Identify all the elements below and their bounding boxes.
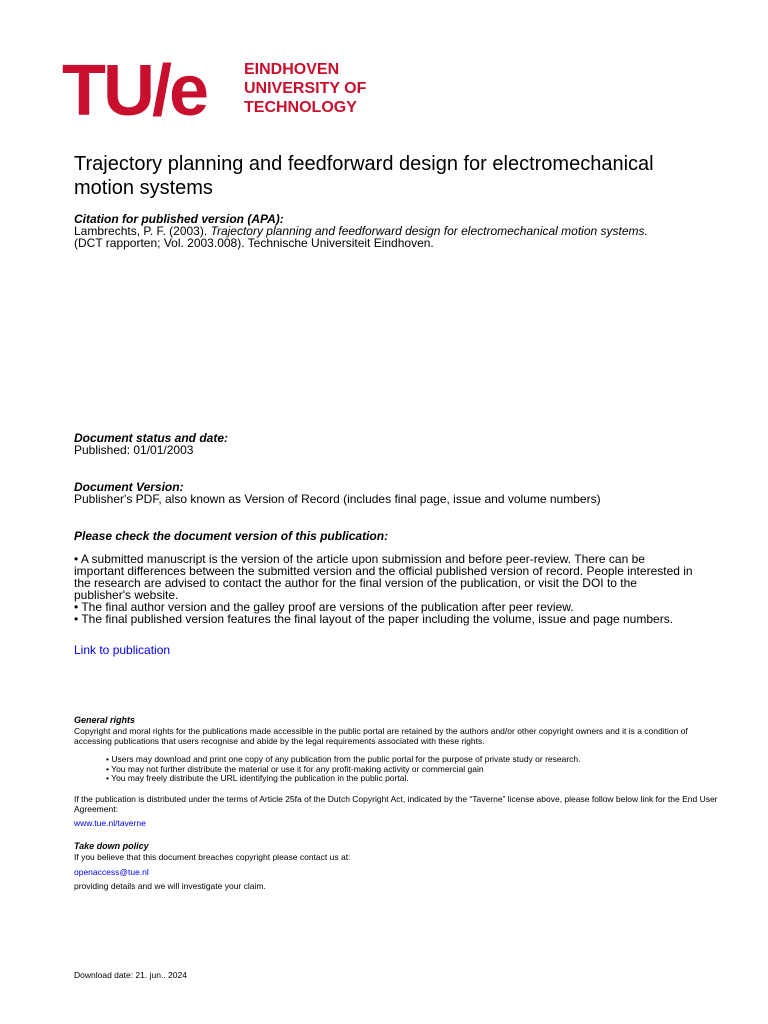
- logo-mark: TU/e: [62, 51, 207, 131]
- citation-label: Citation for published version (APA):: [74, 212, 284, 226]
- check-item-final-version: • The final published version features the final layout of the paper including the volume, issue and page numbers.: [74, 612, 674, 626]
- takedown-policy-text: If you believe that this document breaches copyright please contact us at:: [74, 852, 351, 862]
- document-version-value: Publisher's PDF, also known as Version of Record (includes final page, issue and volume numbers): [74, 492, 601, 506]
- document-version-label: Document Version:: [74, 480, 184, 494]
- logo-university-name: [244, 60, 366, 117]
- general-rights-label: General rights: [74, 715, 136, 725]
- citation-work-title: Trajectory planning and feedforward design for electromechanical motion systems.: [210, 224, 648, 238]
- check-item-submitted: • A submitted manuscript is the version of the article upon submission and before peer-review. There can be important differences between the submitted version and the official published version of record. People interested in the research are advised to contact the author for the final version of the publication, or visit the DOI to the publisher's website.: [74, 552, 693, 602]
- general-rights-bullets: [106, 755, 716, 784]
- document-status-value: Published: 01/01/2003: [74, 443, 194, 457]
- citation-series: (DCT rapporten; Vol. 2003.008). Technische Universiteit Eindhoven.: [74, 236, 434, 250]
- logo-name-line-2: UNIVERSITY OF: [244, 80, 367, 97]
- citation-authors-year: Lambrechts, P. F. (2003).: [74, 224, 211, 238]
- openaccess-email-link[interactable]: openaccess@tue.nl: [74, 867, 149, 877]
- general-rights-text: Copyright and moral rights for the publications made accessible in the public portal are retained by the authors and/or other copyright owners and it is a condition of accessing publications that users recognise and abide by the legal requirements associated with these rights.: [74, 726, 688, 746]
- document-status-label: Document status and date:: [74, 431, 229, 445]
- check-version-label: Please check the document version of this publication:: [74, 529, 389, 543]
- takedown-policy-after: providing details and we will investigate your claim.: [74, 881, 266, 891]
- rights-bullet-url: • You may freely distribute the URL identifying the publication in the public portal.: [106, 773, 409, 783]
- rights-bullet-distribute: • You may not further distribute the material or use it for any profit-making activity or commercial gain: [106, 763, 484, 774]
- taverne-text: If the publication is distributed under the terms of Article 25fa of the Dutch Copyright Act, indicated by the “Taverne” license above, please follow below link for the End User Agreement:: [74, 794, 718, 814]
- document-title: Trajectory planning and feedforward design for electromechanical motion systems: [74, 153, 654, 199]
- check-item-author-version: • The final author version and the galley proof are versions of the publication after peer review.: [74, 600, 574, 614]
- link-to-publication[interactable]: Link to publication: [74, 643, 171, 657]
- download-date: Download date: 21. jun.. 2024: [74, 970, 187, 980]
- taverne-link[interactable]: www.tue.nl/taverne: [74, 818, 146, 828]
- tue-logo: [62, 51, 402, 131]
- rights-bullet-download: • Users may download and print one copy of any publication from the public portal for the purpose of private study or research.: [106, 754, 581, 764]
- logo-name-line-3: TECHNOLOGY: [244, 99, 357, 116]
- citation-text: [74, 225, 714, 249]
- check-version-list: [74, 553, 694, 625]
- logo-name-line-1: EINDHOVEN: [244, 61, 340, 78]
- takedown-policy-label: Take down policy: [74, 841, 149, 851]
